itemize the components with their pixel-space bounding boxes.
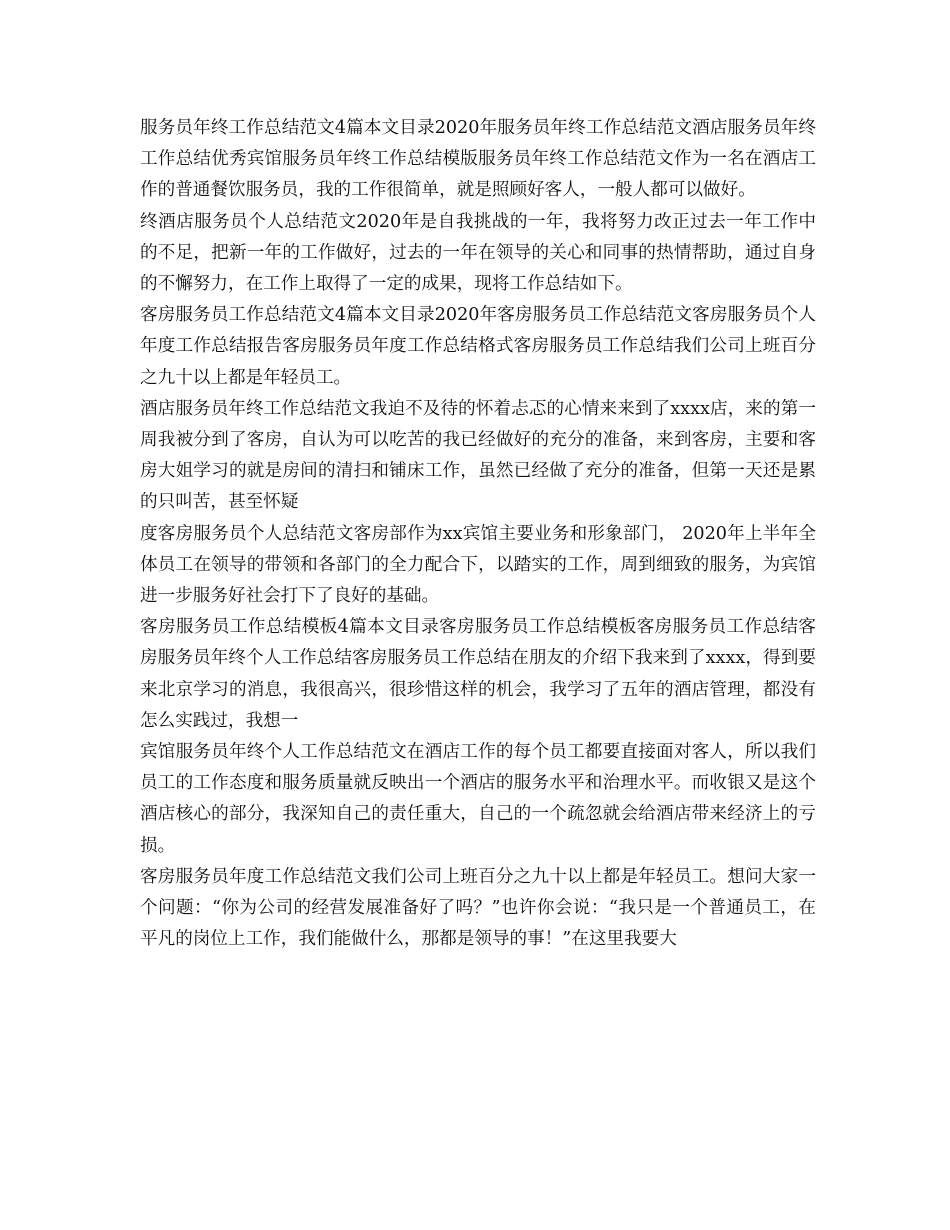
- paragraph-3: 客房服务员工作总结范文4篇本文目录2020年客房服务员工作总结范文客房服务员个人年度工作总结报告客房服务员年度工作总结格式客房服务员工作总结我们公司上班百分之九十以上都是年轻员工。: [140, 305, 816, 388]
- paragraph-2: 终酒店服务员个人总结范文2020年是自我挑战的一年，我将努力改正过去一年工作中的不足，把新一年的工作做好，过去的一年在领导的关心和同事的热情帮助，通过自身的不懈努力，在工作上取得了一定的成果，现将工作总结如下。: [140, 211, 816, 295]
- paragraph-7: 宾馆服务员年终个人工作总结范文在酒店工作的每个员工都要直接面对客人，所以我们员工的工作态度和服务质量就反映出一个酒店的服务水平和治理水平。而收银又是这个酒店核心的部分，我深知自己的责任重大，自己的一个疏忽就会给酒店带来经济上的亏损。: [140, 742, 816, 856]
- paragraph-1: 服务员年终工作总结范文4篇本文目录2020年服务员年终工作总结范文酒店服务员年终工作总结优秀宾馆服务员年终工作总结模版服务员年终工作总结范文作为一名在酒店工作的普通餐饮服务员，我的工作很简单，就是照顾好客人，一般人都可以做好。: [140, 118, 816, 201]
- paragraph-8: 客房服务员年度工作总结范文我们公司上班百分之九十以上都是年轻员工。想问大家一个问题：“你为公司的经营发展准备好了吗？”也许你会说：“我只是一个普通员工，在平凡的岗位上工作，我们能做什么，那都是领导的事！”在这里我要大: [140, 866, 816, 950]
- paragraph-4: 酒店服务员年终工作总结范文我迫不及待的怀着忐忑的心情来来到了xxxx店，来的第一周我被分到了客房，自认为可以吃苦的我已经做好的充分的准备，来到客房，主要和客房大姐学习的就是房间的清扫和铺床工作，虽然已经做了充分的准备，但第一天还是累的只叫苦，甚至怀疑: [140, 398, 816, 513]
- paragraph-5: 度客房服务员个人总结范文客房部作为xx宾馆主要业务和形象部门， 2020年上半年全体员工在领导的带领和各部门的全力配合下，以踏实的工作，周到细致的服务，为宾馆进一步服务好社会打下了良好的基础。: [140, 523, 816, 607]
- paragraph-6: 客房服务员工作总结模板4篇本文目录客房服务员工作总结模板客房服务员工作总结客房服务员年终个人工作总结客房服务员工作总结在朋友的介绍下我来到了xxxx，得到要来北京学习的消息，我很高兴，很珍惜这样的机会，我学习了五年的酒店管理，都没有怎么实践过，我想一: [140, 617, 816, 731]
